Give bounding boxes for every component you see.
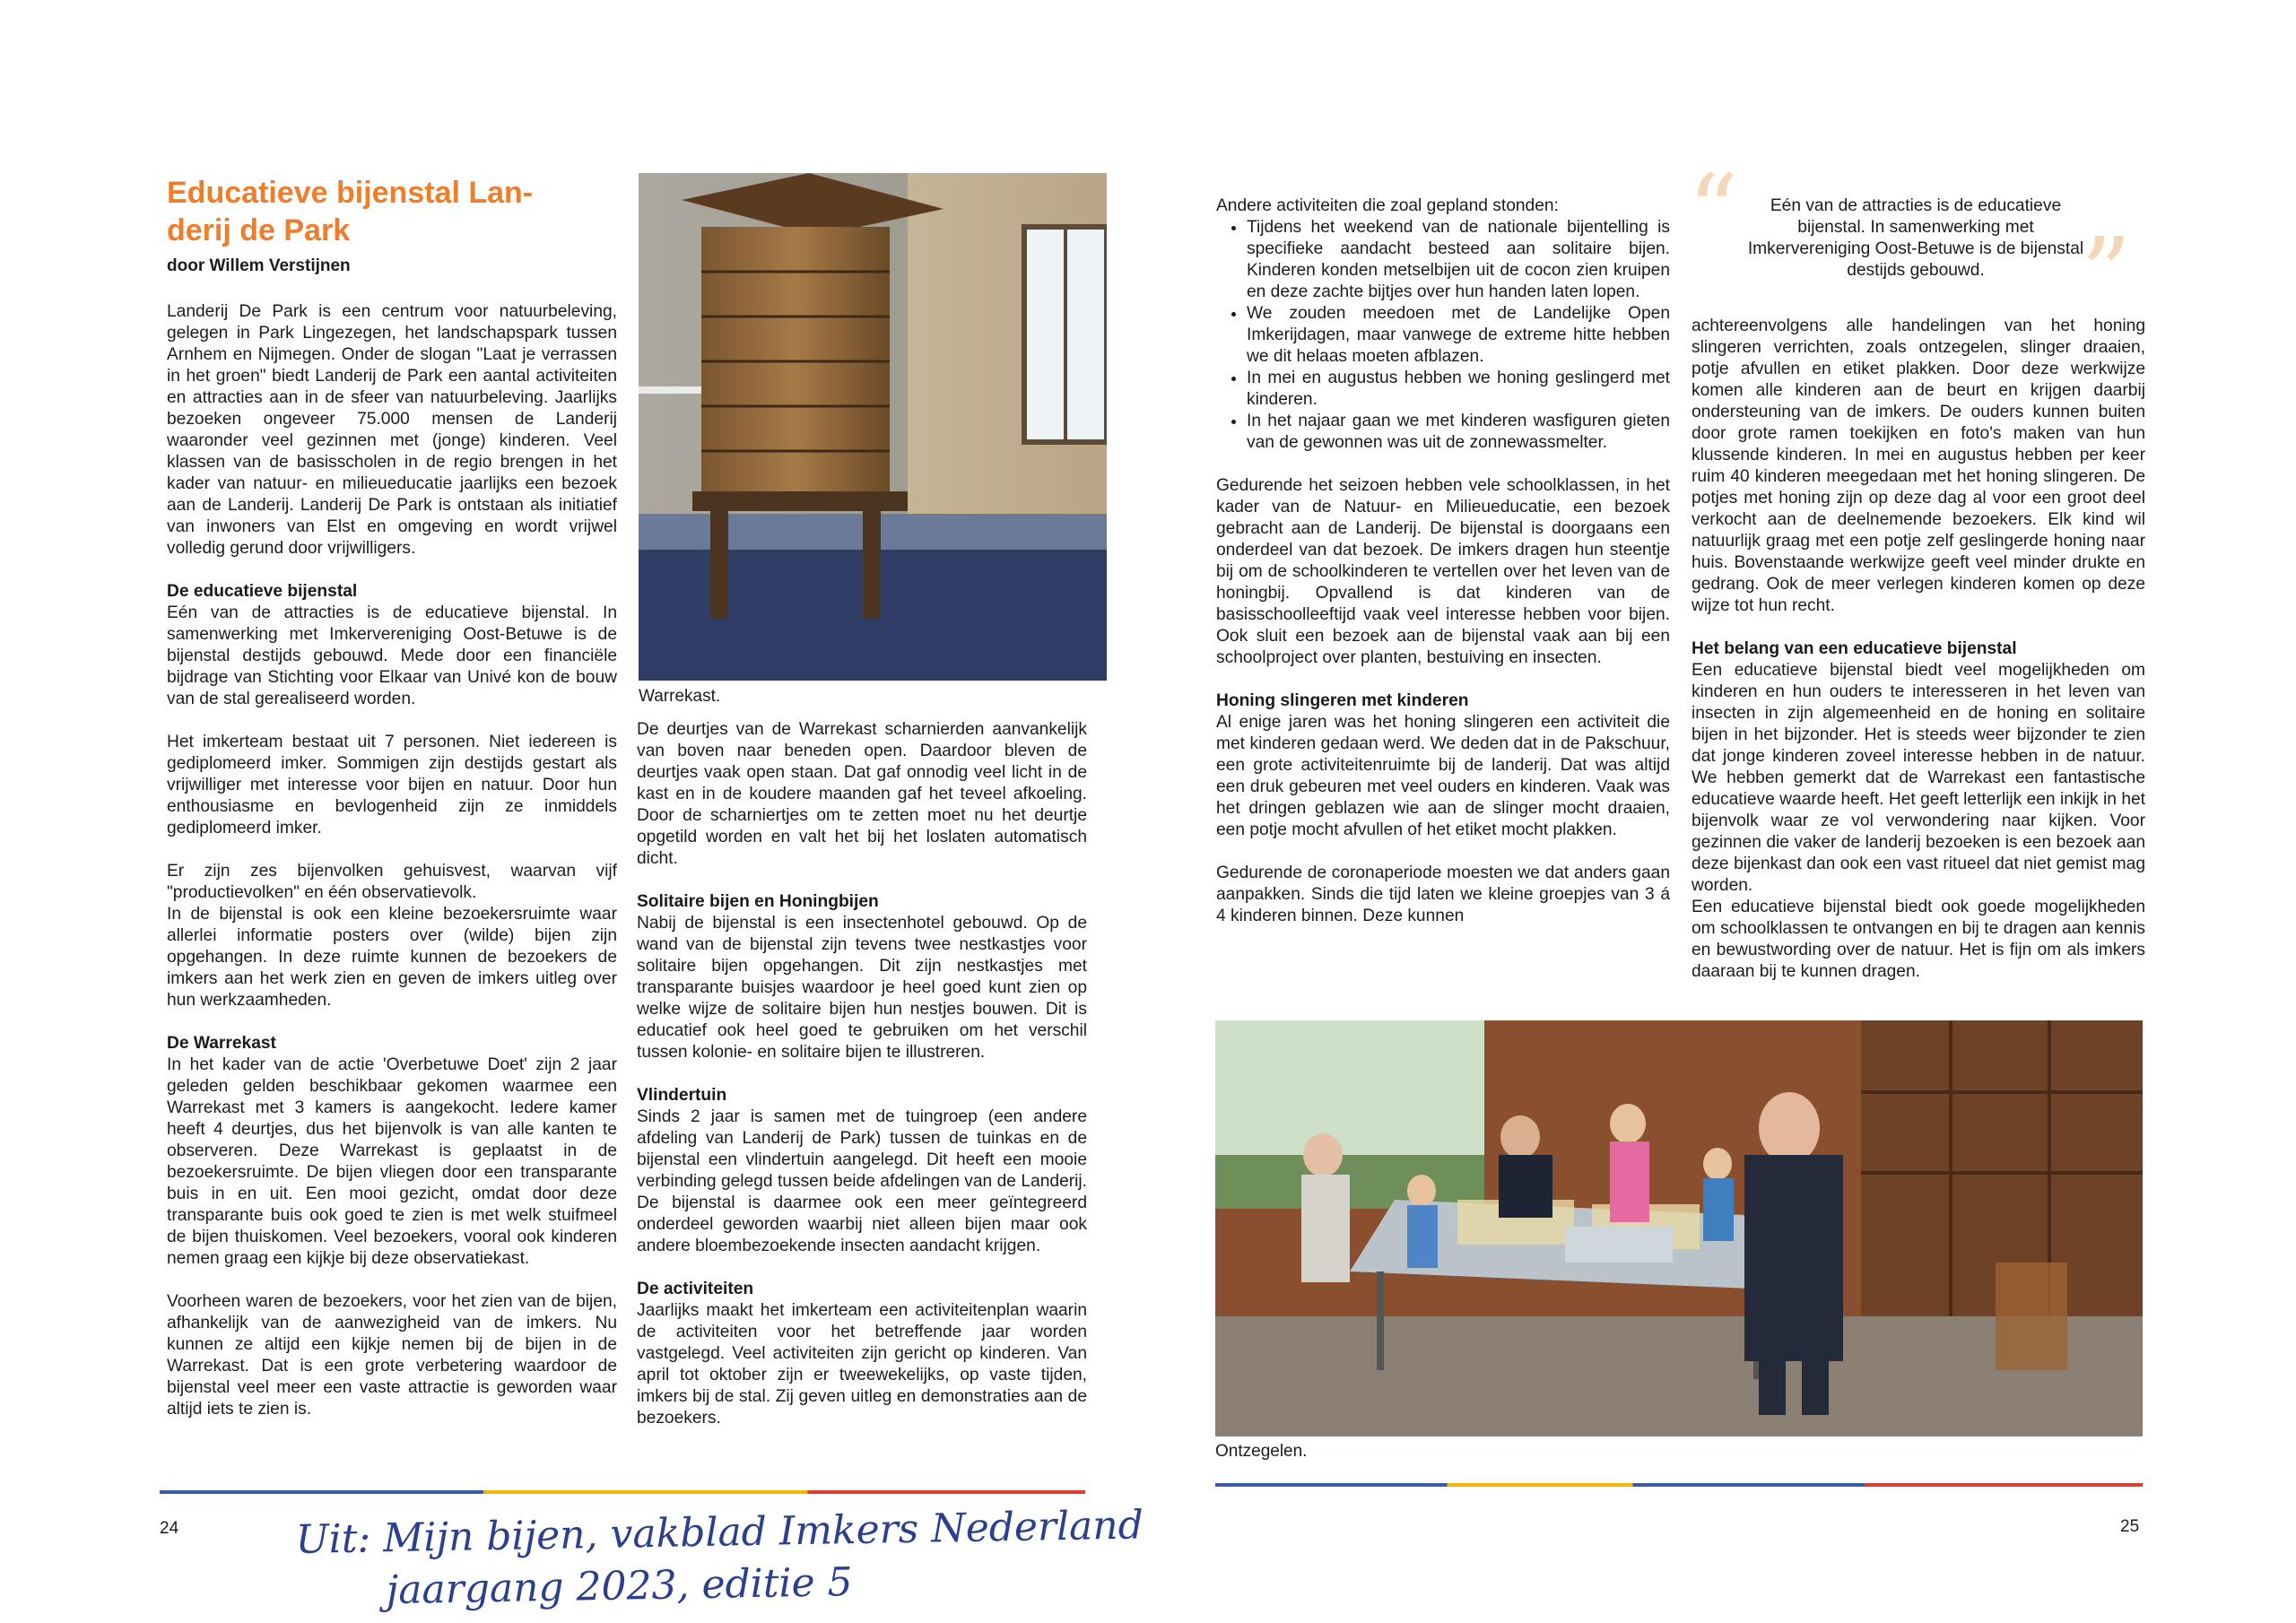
column-3 [1216, 195, 1670, 927]
column-1 [167, 301, 617, 1442]
page-number-right: 25 [2120, 1517, 2140, 1536]
title-line-1: Educatieve bijenstal Lan- [167, 176, 534, 210]
heading-honing-slingeren: Honing slingeren met kinderen [1216, 691, 1469, 710]
heading-belang: Het belang van een educatieve bijenstal [1692, 639, 2017, 658]
list-item: • We zouden meedoen met de Landelijke Open Imkerijdagen, maar vanwege de extreme hitte hebben we dit helaas moeten afblazen. [1247, 303, 1670, 368]
paragraph: Al enige jaren was het honing slingeren een activiteit die met kinderen gedaan werd. We deden dat in de Pakschuur, een grote activiteitenruimte bij de landerij. Dat was altijd een druk gebeuren met veel ouders en kinderen. Vaak was het dringen geblazen wie aan de slinger mocht draaien, een potje mocht afvullen of het etiket mocht plakken. [1216, 713, 1670, 839]
paragraph: Een educatieve bijenstal biedt ook goede mogelijkheden om schoolklassen te ontvangen en bij te dragen aan kennis en bewustwording over de natuur. Het is fijn om als imkers daaraan bij te kunnen dragen. [1692, 898, 2145, 981]
paragraph: Sinds 2 jaar is samen met de tuingroep (een andere afdeling van Landerij de Park) tussen de tuinkas en de bijenstal een vlindertuin aangelegd. Dit heeft een mooie verbinding gelegd tussen beide afdelingen van de Landerij. De bijenstal is daarmee ook een meer geïntegreerd onderdeel geworden waarbij niet alleen bijen maar ook andere bloembezoekende insecten aandacht krijgen. [637, 1107, 1087, 1255]
title-line-2: derij de Park [167, 213, 351, 247]
list-item: • Tijdens het weekend van de nationale bijentelling is specifieke aandacht besteed aan solitaire bijen. Kinderen konden metselbijen uit de cocon zien kruipen en deze zachte bijtjes over hun handen laten lopen. [1247, 217, 1670, 303]
paragraph: Voorheen waren de bezoekers, voor het zien van de bijen, afhankelijk van de aanwezigheid van de imkers. Nu kunnen ze altijd een kijkje nemen bij de bijen in de Warrekast. Dat is een grote verbetering waardoor de bijenstal veel meer een vaste attractie is geworden waar altijd iets te zien is. [167, 1292, 617, 1419]
warrekast-caption: Warrekast. [639, 687, 721, 706]
footer-rule-right [1215, 1483, 2143, 1487]
open-quote-icon: “ [1688, 153, 1739, 268]
article-title [167, 174, 633, 249]
list-item: • In het najaar gaan we met kinderen wasfiguren gieten van de gewonnen was uit de zonnewassmelter. [1247, 411, 1670, 454]
paragraph: In het kader van de actie 'Overbetuwe Doet' zijn 2 jaar geleden gelden beschikbaar gekomen waarmee een Warrekast met 3 kamers is aangekocht. Iedere kamer heeft 4 deurtjes, dus het bijenvolk is van alle kanten te observeren. Deze Warrekast is geplaatst in de bezoekersruimte. De bijen vliegen door een transparante buis in en uit. Een mooi gezicht, omdat door deze transparante buis ook goed te zien is met welk stuifmeel de bijen thuiskomen. Veel bezoekers, vooral ook kinderen nemen graag een kijkje bij deze observatiekast. [167, 1055, 617, 1268]
paragraph: Gedurende het seizoen hebben vele schoolklassen, in het kader van de Natuur- en Milieueducatie, een bezoek gebracht aan de Landerij. De bijenstal is doorgaans een onderdeel van dat bezoek. De imkers dragen hun steentje bij om de schoolkinderen te vertellen over het leven van de honingbij. Opvallend is dat kinderen van de basisschoolleeftijd vaak veel interesse hebben voor bijen. Ook sluit een bezoek aan de bijenstal vaak aan bij een schoolproject over planten, bestuiving en insecten. [1216, 476, 1670, 667]
page-number-left: 24 [160, 1519, 179, 1538]
heading-vlindertuin: Vlindertuin [637, 1086, 727, 1105]
paragraph: Andere activiteiten die zoal gepland stonden: [1216, 196, 1559, 215]
paragraph: achtereenvolgens alle handelingen van het honing slingeren verrichten, zoals ontzegelen, slinger draaien, potje afvullen en etiket plakken. Door deze werkwijze komen alle kinderen aan de beurt en krijgen daarbij ondersteuning van de imkers. De ouders kunnen buiten door grote ramen toekijken en foto's maken van hun klussende kinderen. In mei en augustus hebben per keer ruim 40 kinderen meegedaan met het honing slingeren. De potjes met honing zijn op deze dag al voor een groot deel verkocht aan de deelnemende bezoekers. Elk kind wil natuurlijk graag met een potje zelf geslingerde honing naar huis. Bovenstaande werkwijze geeft veel minder drukte en gedrang. Ook de meer verlegen kinderen komen op deze wijze tot hun recht. [1692, 317, 2145, 615]
paragraph: Het imkerteam bestaat uit 7 personen. Niet iedereen is gediplomeerd imker. Sommigen zijn destijds gestart als vrijwilliger met interesse voor bijen en natuur. Door hun enthousiasme en bevlogenheid zijn ze inmiddels gediplomeerd imker. [167, 733, 617, 838]
list-item: • In mei en augustus hebben we honing geslingerd met kinderen. [1247, 368, 1670, 411]
heading-educatieve-bijenstal: De educatieve bijenstal [167, 582, 358, 601]
intro-paragraph: Landerij De Park is een centrum voor natuurbeleving, gelegen in Park Lingezegen, het landschapspark tussen Arnhem en Nijmegen. Onder de slogan "Laat je verrassen in het groen" biedt Landerij de Park een aantal activiteiten en attracties aan in de sfeer van natuurbeleving. Jaarlijks bezoeken ongeveer 75.000 mensen de Landerij waaronder veel gezinnen met (jonge) kinderen. Veel klassen van de basisscholen in de regio brengen in het kader van natuur- en milieueducatie jaarlijks een bezoek aan de Landerij. Landerij De Park is ontstaan als initiatief van inwoners van Elst en omgeving en wordt vrijwel volledig gerund door vrijwilligers. [167, 302, 617, 558]
heading-activiteiten: De activiteiten [637, 1280, 754, 1298]
handwritten-note [295, 1498, 1212, 1619]
paragraph: Jaarlijks maakt het imkerteam een activiteitenplan waarin de activiteiten voor het betreffende jaar worden vastgelegd. Veel activiteiten zijn gericht op kinderen. Van april tot oktober zijn er tweewekelijks, op vaste tijden, imkers bij de stal. Zij geven uitleg en demonstraties aan de bezoekers. [637, 1301, 1087, 1428]
paragraph: Eén van de attracties is de educatieve bijenstal. In samenwerking met Imkervereniging Oost-Betuwe is de bijenstal destijds gebouwd. Mede door een financiële bijdrage van Stichting voor Elkaar van Univé kon de bouw van de stal gerealiseerd worden. [167, 603, 617, 708]
paragraph: Er zijn zes bijenvolken gehuisvest, waarvan vijf "productievolken" en één observatievolk. [167, 862, 617, 902]
ontzegelen-photo [1215, 1020, 2143, 1436]
ontzegelen-caption: Ontzegelen. [1215, 1442, 1308, 1461]
activity-list [1216, 217, 1670, 454]
paragraph: Gedurende de coronaperiode moesten we dat anders gaan aanpakken. Sinds die tijd laten we kleine groepjes van 3 á 4 kinderen binnen. Deze kunnen [1216, 864, 1670, 925]
column-4 [1692, 316, 2145, 1004]
handwriting-line-2: jaargang 2023, editie 5 [386, 1559, 853, 1614]
pull-quote: Eén van de attracties is de educatieve bijenstal. In samenwerking met Imkervereniging Oost-Betuwe is de bijenstal destijds gebouwd. [1747, 196, 2084, 280]
warrekast-photo [639, 173, 1107, 681]
byline: door Willem Verstijnen [167, 256, 351, 275]
footer-rule-left [160, 1490, 1085, 1494]
handwriting-line-1: Uit: Mijn bijen, vakblad Imkers Nederland [295, 1502, 1144, 1563]
paragraph: In de bijenstal is ook een kleine bezoekersruimte waar allerlei informatie posters over (wilde) bijen zijn opgehangen. In deze ruimte kunnen de bezoekers de imkers aan het werk zien en geven de imkers uitleg over hun werkzaamheden. [167, 905, 617, 1010]
paragraph: De deurtjes van de Warrekast scharnierden aanvankelijk van boven naar beneden open. Daardoor bleven de deurtjes vaak open staan. Dat gaf onnodig veel licht in de kast en in de koudere maanden gaf het teveel afkoeling. Door de scharniertjes om te zetten moet nu het deurtje opgetild worden en valt het bij het loslaten automatisch dicht. [637, 720, 1087, 868]
paragraph: Nabij de bijenstal is een insectenhotel gebouwd. Op de wand van de bijenstal zijn tevens twee nestkastjes voor solitaire bijen opgehangen. Dit zijn nestkastjes met transparante buisjes waardoor je heel goed kunt zien op welke wijze de solitaire bijen hun nestjes bouwen. Dit is educatief ook heel goed te gebruiken om het verschil tussen kolonie- en solitaire bijen te illustreren. [637, 914, 1087, 1062]
close-quote-icon: ” [2081, 216, 2132, 331]
paragraph: Een educatieve bijenstal biedt veel mogelijkheden om kinderen en hun ouders te interesseren in het leven van insecten in zijn algemeenheid en de honing en solitaire bijen in het bijzonder. Het is steeds weer bijzonder te zien dat jonge kinderen zoveel interesse hebben in de natuur. We hebben gemerkt dat de Warrekast een fantastische educatieve waarde heeft. Het geeft letterlijk een inkijk in het bijenvolk waar ze vol verwondering naar kijken. Voor gezinnen die vaker de landerij bezoeken is een bezoek aan deze bijenkast dan ook een vast ritueel dat niet gemist mag worden. [1692, 661, 2145, 895]
column-2 [637, 719, 1087, 1451]
heading-solitaire-bijen: Solitaire bijen en Honingbijen [637, 892, 879, 911]
heading-warrekast: De Warrekast [167, 1034, 276, 1053]
